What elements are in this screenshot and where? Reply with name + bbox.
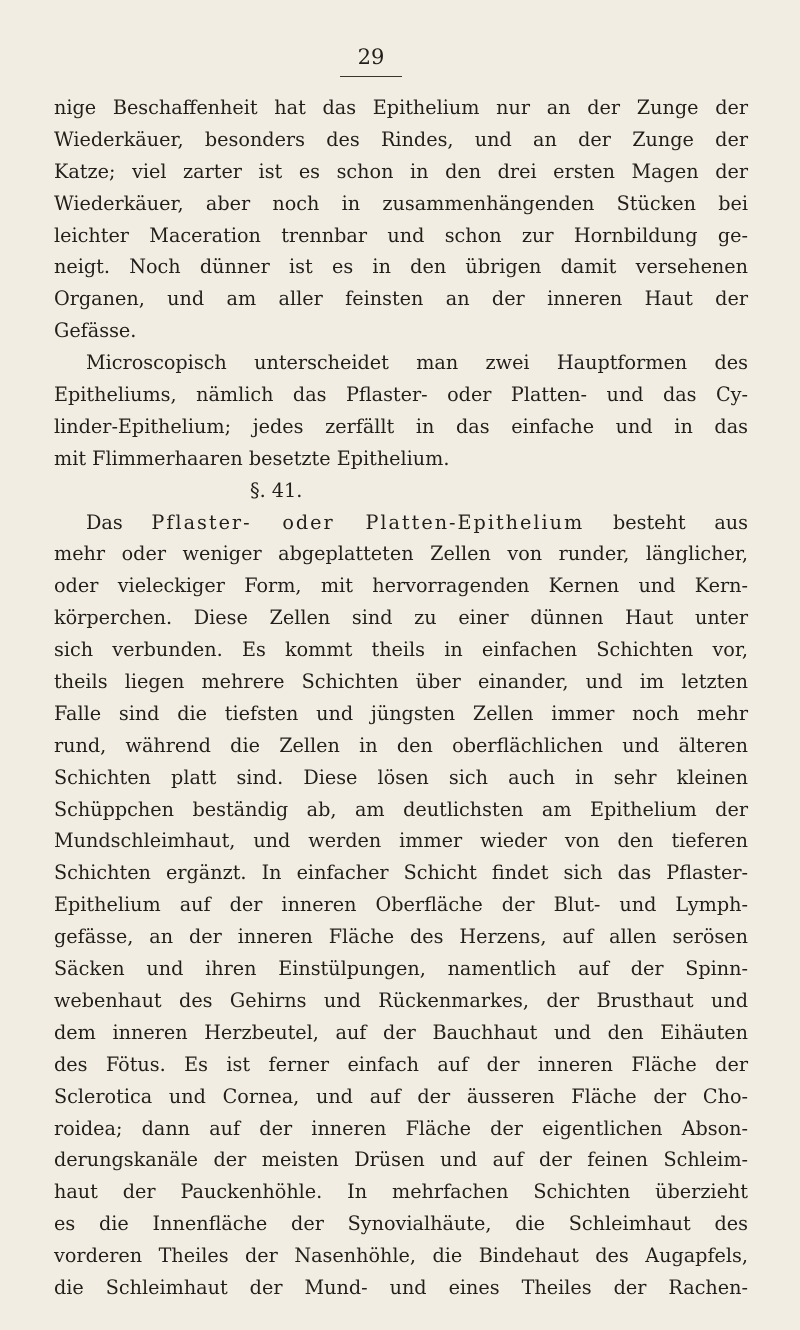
text-line: Mundschleimhaut, und werden immer wieder von den tieferen [54,829,748,853]
page-number: 29 [340,44,402,77]
text-line: haut der Pauckenhöhle. In mehrfachen Schichten überzieht [54,1180,748,1204]
text-line: Gefässe. [54,319,137,343]
text-line: Organen, und am aller feinsten an der inneren Haut der [54,287,748,311]
text-line: Schichten platt sind. Diese lösen sich auch in sehr kleinen [54,765,748,789]
text-line: Epitheliums, nämlich das Pflaster- oder Platten- und das Cy- [54,383,748,407]
text-line: vorderen Theiles der Nasenhöhle, die Bindehaut des Augapfels, [54,1244,748,1268]
text-line: dem inneren Herzbeutel, auf der Bauchhaut und den Eihäuten [54,1020,748,1044]
section-heading: §. 41. [250,478,303,502]
text-line: sich verbunden. Es kommt theils in einfachen Schichten vor, [54,638,748,662]
text-line: Microscopisch unterscheidet man zwei Hauptformen des [86,351,748,375]
body-text [54,92,748,1304]
text-line: webenhaut des Gehirns und Rückenmarkes, der Brusthaut und [54,988,748,1012]
text-line: mit Flimmerhaaren besetzte Epithelium. [54,446,450,470]
text-line-lead [54,507,748,539]
text-line: des Fötus. Es ist ferner einfach auf der inneren Fläche der [54,1052,748,1076]
text-line: Epithelium auf der inneren Oberfläche der Blut- und Lymph- [54,893,748,917]
text-line: Säcken und ihren Einstülpungen, namentlich auf der Spinn- [54,957,748,981]
lead-prefix: Das [86,510,152,534]
text-line: Wiederkäuer, aber noch in zusammenhängenden Stücken bei [54,191,748,215]
text-line: Schüppchen beständig ab, am deutlichsten am Epithelium der [54,797,748,821]
lead-term: Pflaster- oder Platten-Epithelium [151,510,585,534]
text-line: mehr oder weniger abgeplatteten Zellen von runder, länglicher, [54,542,748,566]
text-line: die Schleimhaut der Mund- und eines Theiles der Rachen- [54,1275,748,1299]
lead-suffix: besteht aus [584,510,748,534]
text-line: gefässe, an der inneren Fläche des Herzens, auf allen serösen [54,925,748,949]
text-line: körperchen. Diese Zellen sind zu einer dünnen Haut unter [54,606,748,630]
text-line: Katze; viel zarter ist es schon in den drei ersten Magen der [54,159,748,183]
text-line: derungskanäle der meisten Drüsen und auf der feinen Schleim- [54,1148,748,1172]
text-line: Wiederkäuer, besonders des Rindes, und an der Zunge der [54,127,748,151]
text-line: Schichten ergänzt. In einfacher Schicht findet sich das Pflaster- [54,861,748,885]
text-line: nige Beschaffenheit hat das Epithelium nur an der Zunge der [54,96,748,119]
text-line: roidea; dann auf der inneren Fläche der eigentlichen Abson- [54,1116,748,1140]
text-line: theils liegen mehrere Schichten über einander, und im letzten [54,670,748,694]
text-line: oder vieleckiger Form, mit hervorragenden Kernen und Kern- [54,574,748,598]
text-line: es die Innenfläche der Synovialhäute, die Schleimhaut des [54,1212,748,1236]
text-line: Falle sind die tiefsten und jüngsten Zellen immer noch mehr [54,701,748,725]
text-line: leichter Maceration trennbar und schon zur Hornbildung ge- [54,223,748,247]
text-line: rund, während die Zellen in den oberflächlichen und älteren [54,733,748,757]
text-line: neigt. Noch dünner ist es in den übrigen damit versehenen [54,255,748,279]
text-line: Sclerotica und Cornea, und auf der äusseren Fläche der Cho- [54,1084,748,1108]
text-line: linder-Epithelium; jedes zerfällt in das einfache und in das [54,414,748,438]
